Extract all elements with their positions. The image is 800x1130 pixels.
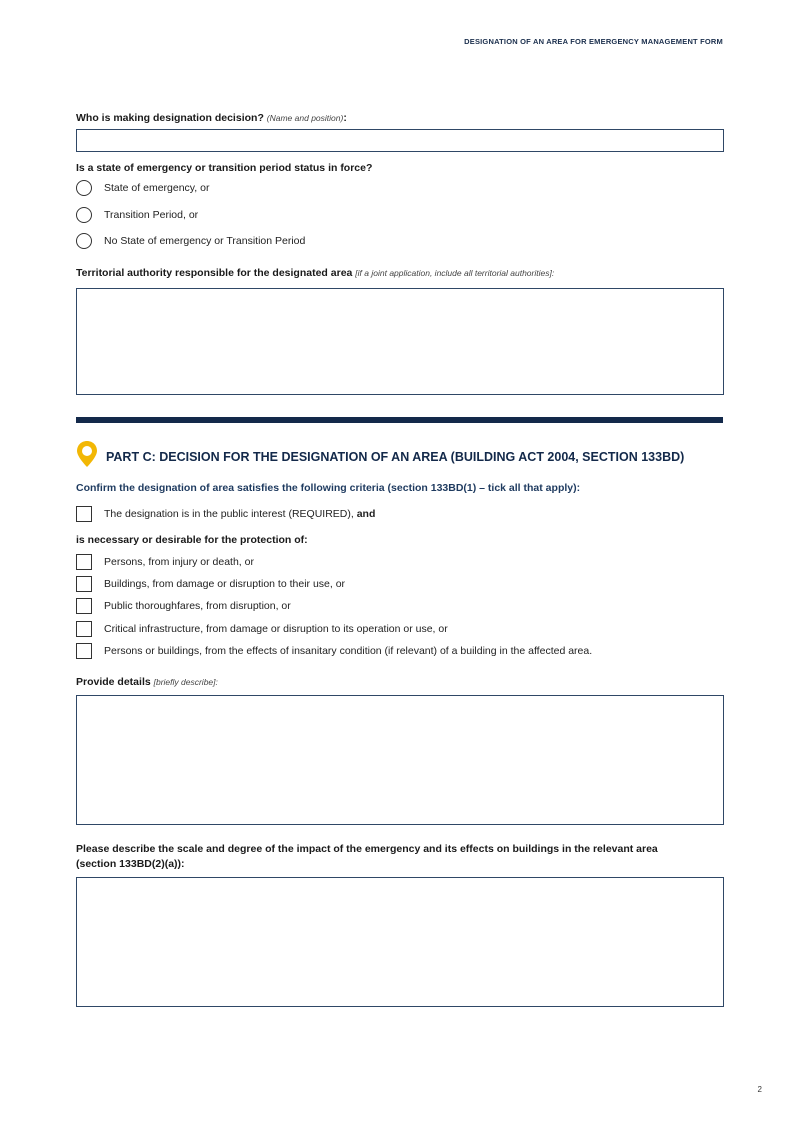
location-pin-icon — [76, 440, 98, 473]
details-input[interactable] — [76, 695, 724, 825]
decision-maker-input[interactable] — [76, 129, 724, 152]
territorial-label — [76, 267, 554, 279]
decision-maker-suffix: : — [343, 112, 347, 124]
checkbox[interactable] — [76, 506, 92, 522]
radio-button[interactable] — [76, 207, 92, 223]
details-label — [76, 676, 218, 688]
radio-button[interactable] — [76, 233, 92, 249]
criteria-label: Confirm the designation of area satisfies the following criteria (section 133BD(1) – tick all that apply): — [76, 482, 581, 494]
territorial-label-text: Territorial authority responsible for the designated area — [76, 267, 353, 279]
necessary-label: is necessary or desirable for the protection of: — [76, 534, 308, 546]
checkbox-label: Persons, from injury or death, or — [104, 556, 254, 568]
radio-option-state-of-emergency[interactable] — [76, 180, 209, 196]
section-divider — [76, 417, 723, 423]
radio-option-transition-period[interactable] — [76, 207, 198, 223]
scale-label-line1: Please describe the scale and degree of the impact of the emergency and its effects on buildings in the relevant area — [76, 843, 658, 855]
scale-label-line2: (section 133BD(2)(a)): — [76, 858, 185, 870]
checkbox[interactable] — [76, 643, 92, 659]
scale-input[interactable] — [76, 877, 724, 1007]
checkbox-label: Persons or buildings, from the effects of insanitary condition (if relevant) of a building in the affected area. — [104, 645, 593, 657]
checkbox-thoroughfares[interactable] — [76, 598, 291, 614]
checkbox-persons[interactable] — [76, 554, 254, 570]
form-header-title: DESIGNATION OF AN AREA FOR EMERGENCY MANAGEMENT FORM — [464, 37, 723, 46]
public-interest-and: and — [356, 508, 376, 520]
checkbox-label: Critical infrastructure, from damage or disruption to its operation or use, or — [104, 623, 448, 635]
decision-maker-label — [76, 112, 347, 124]
radio-button[interactable] — [76, 180, 92, 196]
checkbox-label: Public thoroughfares, from disruption, or — [104, 600, 291, 612]
decision-maker-label-text: Who is making designation decision? — [76, 112, 264, 124]
details-label-text: Provide details — [76, 676, 151, 688]
radio-label: No State of emergency or Transition Period — [104, 235, 306, 247]
part-c-heading — [76, 440, 684, 473]
part-c-title: PART C: DECISION FOR THE DESIGNATION OF AN AREA (BUILDING ACT 2004, SECTION 133BD) — [106, 449, 685, 464]
radio-option-no-state[interactable] — [76, 233, 305, 249]
checkbox-public-interest[interactable] — [76, 506, 375, 522]
checkbox[interactable] — [76, 576, 92, 592]
details-note: [briefly describe]: — [153, 677, 218, 687]
checkbox[interactable] — [76, 621, 92, 637]
state-emergency-question: Is a state of emergency or transition period status in force? — [76, 162, 373, 174]
checkbox-label — [104, 508, 375, 520]
public-interest-text: The designation is in the public interest (REQUIRED), — [104, 508, 357, 520]
page-number: 2 — [757, 1085, 762, 1094]
radio-label: Transition Period, or — [104, 209, 199, 221]
checkbox[interactable] — [76, 598, 92, 614]
checkbox-label: Buildings, from damage or disruption to their use, or — [104, 578, 346, 590]
checkbox-insanitary[interactable] — [76, 643, 592, 659]
territorial-note: [if a joint application, include all territorial authorities]: — [355, 268, 555, 278]
territorial-authority-input[interactable] — [76, 288, 724, 395]
checkbox-buildings[interactable] — [76, 576, 345, 592]
checkbox-infrastructure[interactable] — [76, 621, 448, 637]
checkbox[interactable] — [76, 554, 92, 570]
decision-maker-note: (Name and position) — [266, 113, 344, 123]
radio-label: State of emergency, or — [104, 182, 210, 194]
